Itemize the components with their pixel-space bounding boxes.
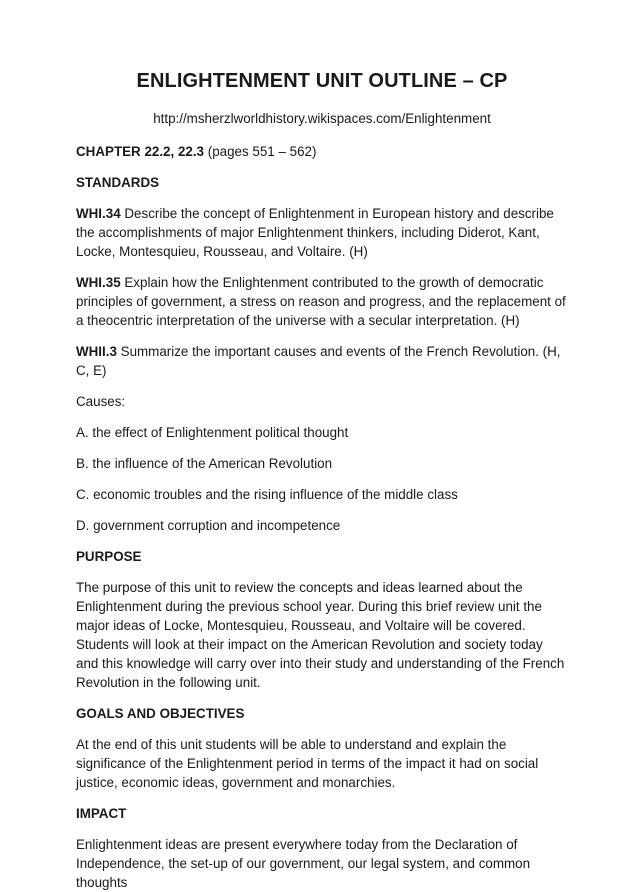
standard-code: WHI.34 — [76, 206, 121, 221]
cause-item: C. economic troubles and the rising influence of the middle class — [76, 487, 458, 502]
cause-item: D. government corruption and incompetence — [76, 518, 341, 533]
goals-heading: GOALS AND OBJECTIVES — [76, 706, 245, 721]
standard-code: WHII.3 — [76, 344, 117, 359]
cause-item: A. the effect of Enlightenment political thought — [76, 425, 349, 440]
standard-whi35 — [76, 273, 568, 330]
impact-text: Enlightenment ideas are present everywhere today from the Declaration of Independence, the set-up of our government, our legal system, and common thoughts — [76, 837, 531, 890]
standard-text: Explain how the Enlightenment contributed to the growth of democratic principles of government, a stress on reason and progress, and the replacement of a theocentric interpretation of the universe with a secular interpretation. (H) — [76, 275, 566, 328]
standard-code: WHI.35 — [76, 275, 121, 290]
cause-item: B. the influence of the American Revolution — [76, 456, 333, 471]
purpose-heading: PURPOSE — [76, 549, 142, 564]
standards-heading: STANDARDS — [76, 175, 160, 190]
impact-heading: IMPACT — [76, 806, 127, 821]
chapter-line — [76, 142, 568, 161]
chapter-pages: (pages 551 – 562) — [204, 144, 317, 159]
source-url: http://msherzlworldhistory.wikispaces.com/Enlightenment — [153, 111, 491, 126]
standard-whi34 — [76, 204, 568, 261]
document-title: ENLIGHTENMENT UNIT OUTLINE – CP — [136, 70, 508, 92]
chapter-label: CHAPTER 22.2, 22.3 — [76, 144, 205, 159]
purpose-text: The purpose of this unit to review the concepts and ideas learned about the Enlightenment during the previous school year. During this brief review unit the major ideas of Locke, Montesquieu, Rousseau, and Voltaire will be covered. Students will look at their impact on the American Revolution and society today and this knowledge will carry over into their study and understanding of the French Revolution in the following unit. — [76, 580, 565, 690]
goals-text: At the end of this unit students will be able to understand and explain the significance of the Enlightenment period in terms of the impact it had on social justice, economic ideas, government and monarchies. — [76, 737, 539, 790]
standard-text: Summarize the important causes and events of the French Revolution. (H, C, E) — [76, 344, 561, 378]
standard-text: Describe the concept of Enlightenment in European history and describe the accomplishments of major Enlightenment thinkers, including Diderot, Kant, Locke, Montesquieu, Rousseau, and Voltaire. (H) — [76, 206, 554, 259]
standard-whii3 — [76, 342, 568, 380]
causes-label: Causes: — [76, 394, 126, 409]
